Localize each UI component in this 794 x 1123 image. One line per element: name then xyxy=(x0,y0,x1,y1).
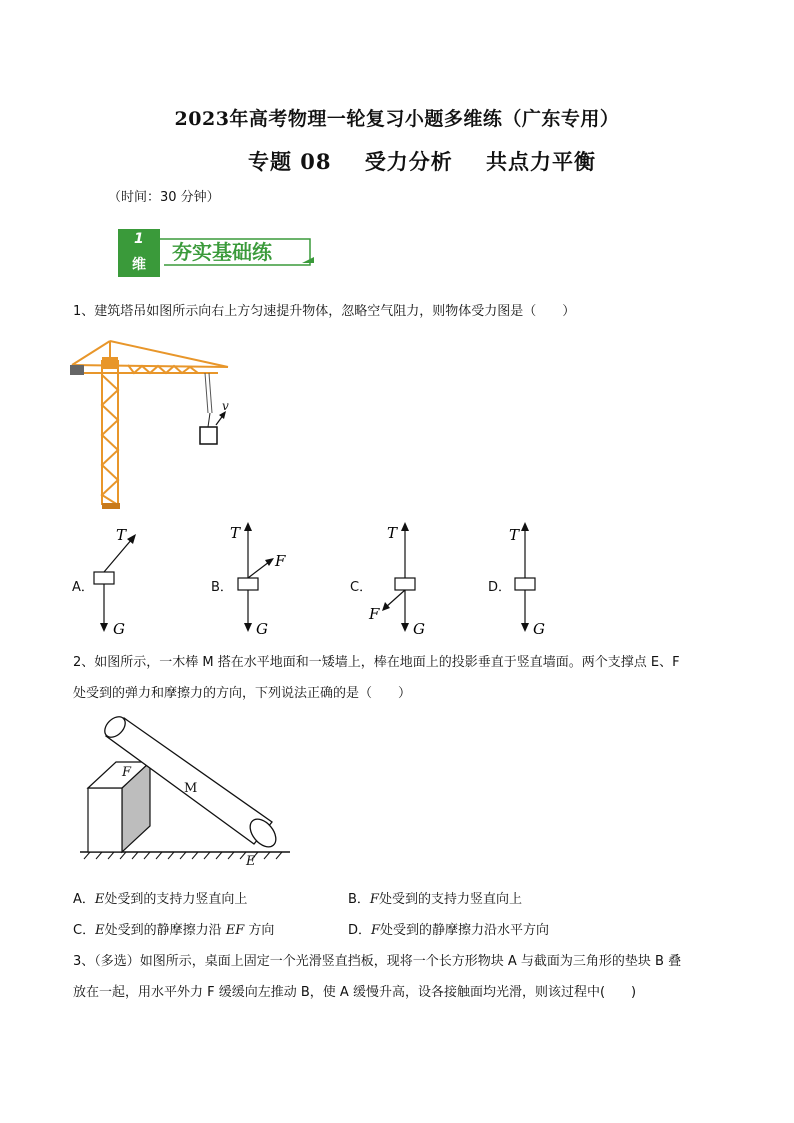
q1-option-a-label[interactable]: A． xyxy=(72,580,94,595)
force-label-t: T xyxy=(116,526,127,544)
option-b-text: 处受到的支持力竖直向上 xyxy=(378,892,522,907)
document-title: 2023年高考物理一轮复习小题多维练（广东专用） xyxy=(174,108,620,130)
question-2-stem-line2: 处受到的弹力和摩擦力的方向，下列说法正确的是（ ） xyxy=(73,686,412,701)
time-limit: （时间：30 分钟） xyxy=(108,190,220,205)
option-d-letter: D． xyxy=(348,923,372,938)
option-b-point: F xyxy=(369,892,379,907)
force-label-g: G xyxy=(533,620,545,638)
lifted-block xyxy=(200,427,217,444)
force-label-f: F xyxy=(275,552,286,570)
option-a-point: E xyxy=(94,892,105,907)
crane-figure xyxy=(68,335,238,515)
option-c-letter: C． xyxy=(73,923,96,938)
badge-label: 夯实基础练 xyxy=(172,240,272,264)
option-d-text: 处受到的静摩擦力沿水平方向 xyxy=(380,923,550,938)
q1-option-d-diagram[interactable] xyxy=(505,522,585,642)
topic-title: 专题 08 受力分析 共点力平衡 xyxy=(247,149,597,174)
velocity-label: v xyxy=(222,399,229,413)
question-3-stem-line1: 3、（多选）如图所示，桌面上固定一个光滑竖直挡板，现将一个长方形物块 A 与截面为三角形的垫块 B 叠 xyxy=(73,954,682,969)
force-label-t: T xyxy=(387,524,398,542)
question-3-stem-line2: 放在一起，用水平外力 F 缓缓向左推动 B，使 A 缓慢升高，设各接触面均光滑，则该过程中( ) xyxy=(73,985,637,1000)
force-label-g: G xyxy=(413,620,425,638)
rod-m-label: M xyxy=(184,781,198,796)
q2-option-a[interactable] xyxy=(73,888,247,907)
q2-option-d[interactable] xyxy=(348,919,549,938)
q1-option-d-label[interactable]: D． xyxy=(488,580,512,595)
q1-option-b-diagram[interactable] xyxy=(228,522,308,642)
q2-option-c[interactable] xyxy=(73,919,274,938)
section-badge xyxy=(118,227,318,279)
crane-counterweight xyxy=(70,365,84,375)
q1-option-b-label[interactable]: B． xyxy=(211,580,233,595)
question-2-stem-line1: 2、如图所示，一木棒 M 搭在水平地面和一矮墙上，棒在地面上的投影垂直于竖直墙面。两个支撑点 E、F xyxy=(73,655,680,670)
force-label-t: T xyxy=(509,526,520,544)
badge-dimension: 维 xyxy=(132,257,146,273)
option-c-point: E xyxy=(95,923,105,938)
crane-drawing xyxy=(68,335,238,515)
option-d-point: F xyxy=(371,923,381,938)
wall-front-face xyxy=(88,788,122,852)
option-b-letter: B． xyxy=(348,892,370,907)
q1-option-c-diagram[interactable] xyxy=(365,522,445,642)
crane-cab xyxy=(102,357,118,369)
q2-option-b[interactable] xyxy=(348,888,522,907)
point-f-label: F xyxy=(122,765,132,780)
point-e-label: E xyxy=(246,854,256,869)
q1-option-c-label[interactable]: C． xyxy=(350,580,373,595)
option-a-text: 处受到的支持力竖直向上 xyxy=(104,892,248,907)
force-label-g: G xyxy=(113,620,125,638)
force-label-g: G xyxy=(256,620,268,638)
force-label-t: T xyxy=(230,524,241,542)
q1-option-a-diagram[interactable] xyxy=(86,522,166,642)
option-a-letter: A． xyxy=(73,892,95,907)
option-c-segment: EF xyxy=(225,923,245,938)
badge-corner xyxy=(302,257,314,263)
option-c-tail: 方向 xyxy=(244,923,275,938)
badge-number: 1 xyxy=(134,231,144,247)
force-label-f: F xyxy=(369,605,380,623)
option-c-text: 处受到的静摩擦力沿 xyxy=(104,923,226,938)
question-1-stem: 1、建筑塔吊如图所示向右上方匀速提升物体，忽略空气阻力，则物体受力图是（ ） xyxy=(73,304,576,319)
rod-wall-figure xyxy=(76,712,296,872)
